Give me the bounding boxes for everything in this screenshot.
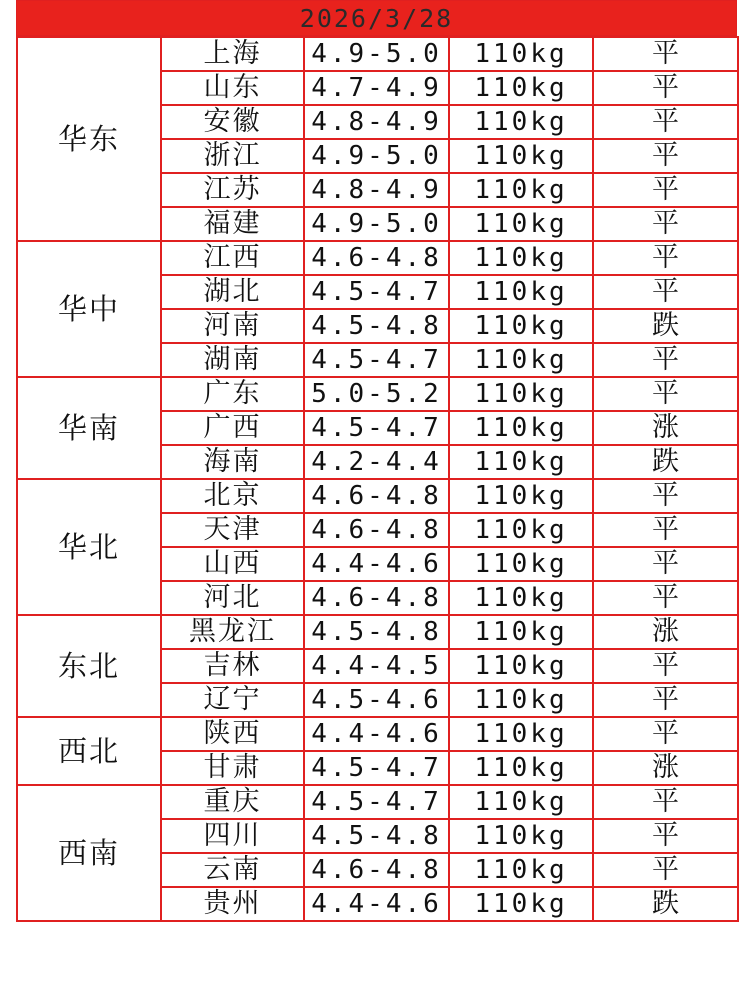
trend-cell: 涨 [593, 751, 738, 785]
price-range-cell: 4.9-5.0 [304, 37, 449, 71]
price-table-body [17, 37, 738, 921]
weight-cell: 110kg [449, 751, 593, 785]
weight-cell: 110kg [449, 785, 593, 819]
trend-cell: 平 [593, 275, 738, 309]
price-range-cell: 4.4-4.6 [304, 887, 449, 921]
region-cell: 东北 [17, 615, 161, 717]
trend-cell: 平 [593, 343, 738, 377]
province-cell: 四川 [161, 819, 304, 853]
trend-cell: 平 [593, 717, 738, 751]
trend-cell: 平 [593, 649, 738, 683]
province-cell: 浙江 [161, 139, 304, 173]
province-cell: 上海 [161, 37, 304, 71]
price-range-cell: 4.2-4.4 [304, 445, 449, 479]
weight-cell: 110kg [449, 343, 593, 377]
weight-cell: 110kg [449, 275, 593, 309]
date-label: 2026/3/28 [299, 3, 454, 33]
province-cell: 山西 [161, 547, 304, 581]
province-cell: 辽宁 [161, 683, 304, 717]
weight-cell: 110kg [449, 819, 593, 853]
province-cell: 广西 [161, 411, 304, 445]
trend-cell: 平 [593, 513, 738, 547]
trend-cell: 平 [593, 241, 738, 275]
table-row [17, 615, 738, 649]
province-cell: 重庆 [161, 785, 304, 819]
trend-cell: 平 [593, 105, 738, 139]
price-range-cell: 4.6-4.8 [304, 853, 449, 887]
price-range-cell: 4.4-4.6 [304, 547, 449, 581]
region-cell: 华东 [17, 37, 161, 241]
province-cell: 陕西 [161, 717, 304, 751]
province-cell: 黑龙江 [161, 615, 304, 649]
table-row [17, 377, 738, 411]
province-cell: 湖南 [161, 343, 304, 377]
weight-cell: 110kg [449, 173, 593, 207]
province-cell: 吉林 [161, 649, 304, 683]
price-range-cell: 4.7-4.9 [304, 71, 449, 105]
price-range-cell: 4.4-4.5 [304, 649, 449, 683]
weight-cell: 110kg [449, 649, 593, 683]
trend-cell: 跌 [593, 445, 738, 479]
weight-cell: 110kg [449, 717, 593, 751]
table-row [17, 785, 738, 819]
price-range-cell: 4.8-4.9 [304, 173, 449, 207]
province-cell: 云南 [161, 853, 304, 887]
trend-cell: 平 [593, 173, 738, 207]
province-cell: 江苏 [161, 173, 304, 207]
trend-cell: 平 [593, 71, 738, 105]
table-row [17, 717, 738, 751]
weight-cell: 110kg [449, 445, 593, 479]
price-range-cell: 4.6-4.8 [304, 513, 449, 547]
price-range-cell: 4.5-4.7 [304, 411, 449, 445]
region-cell: 华南 [17, 377, 161, 479]
price-range-cell: 4.5-4.8 [304, 615, 449, 649]
price-range-cell: 4.5-4.7 [304, 785, 449, 819]
weight-cell: 110kg [449, 479, 593, 513]
price-range-cell: 4.6-4.8 [304, 581, 449, 615]
weight-cell: 110kg [449, 241, 593, 275]
table-row [17, 479, 738, 513]
price-range-cell: 4.5-4.6 [304, 683, 449, 717]
trend-cell: 跌 [593, 887, 738, 921]
price-table [16, 36, 739, 922]
province-cell: 北京 [161, 479, 304, 513]
region-cell: 华中 [17, 241, 161, 377]
trend-cell: 平 [593, 785, 738, 819]
province-cell: 甘肃 [161, 751, 304, 785]
weight-cell: 110kg [449, 377, 593, 411]
price-range-cell: 4.5-4.7 [304, 343, 449, 377]
province-cell: 广东 [161, 377, 304, 411]
weight-cell: 110kg [449, 513, 593, 547]
trend-cell: 平 [593, 853, 738, 887]
region-cell: 华北 [17, 479, 161, 615]
trend-cell: 平 [593, 377, 738, 411]
weight-cell: 110kg [449, 887, 593, 921]
trend-cell: 涨 [593, 615, 738, 649]
province-cell: 贵州 [161, 887, 304, 921]
trend-cell: 平 [593, 139, 738, 173]
price-range-cell: 4.9-5.0 [304, 207, 449, 241]
weight-cell: 110kg [449, 853, 593, 887]
price-range-cell: 4.8-4.9 [304, 105, 449, 139]
province-cell: 福建 [161, 207, 304, 241]
trend-cell: 平 [593, 581, 738, 615]
weight-cell: 110kg [449, 411, 593, 445]
date-header [16, 0, 737, 36]
province-cell: 湖北 [161, 275, 304, 309]
weight-cell: 110kg [449, 105, 593, 139]
trend-cell: 涨 [593, 411, 738, 445]
price-range-cell: 4.4-4.6 [304, 717, 449, 751]
weight-cell: 110kg [449, 581, 593, 615]
trend-cell: 平 [593, 37, 738, 71]
trend-cell: 平 [593, 683, 738, 717]
weight-cell: 110kg [449, 37, 593, 71]
table-row [17, 37, 738, 71]
price-range-cell: 4.6-4.8 [304, 479, 449, 513]
weight-cell: 110kg [449, 71, 593, 105]
price-range-cell: 4.6-4.8 [304, 241, 449, 275]
weight-cell: 110kg [449, 615, 593, 649]
trend-cell: 跌 [593, 309, 738, 343]
province-cell: 河南 [161, 309, 304, 343]
weight-cell: 110kg [449, 547, 593, 581]
table-row [17, 241, 738, 275]
price-range-cell: 4.5-4.8 [304, 819, 449, 853]
weight-cell: 110kg [449, 207, 593, 241]
weight-cell: 110kg [449, 309, 593, 343]
trend-cell: 平 [593, 819, 738, 853]
trend-cell: 平 [593, 479, 738, 513]
province-cell: 安徽 [161, 105, 304, 139]
price-range-cell: 5.0-5.2 [304, 377, 449, 411]
province-cell: 山东 [161, 71, 304, 105]
province-cell: 河北 [161, 581, 304, 615]
price-range-cell: 4.9-5.0 [304, 139, 449, 173]
weight-cell: 110kg [449, 683, 593, 717]
price-range-cell: 4.5-4.7 [304, 275, 449, 309]
trend-cell: 平 [593, 207, 738, 241]
province-cell: 天津 [161, 513, 304, 547]
price-range-cell: 4.5-4.8 [304, 309, 449, 343]
region-cell: 西北 [17, 717, 161, 785]
province-cell: 江西 [161, 241, 304, 275]
province-cell: 海南 [161, 445, 304, 479]
price-range-cell: 4.5-4.7 [304, 751, 449, 785]
weight-cell: 110kg [449, 139, 593, 173]
region-cell: 西南 [17, 785, 161, 921]
trend-cell: 平 [593, 547, 738, 581]
